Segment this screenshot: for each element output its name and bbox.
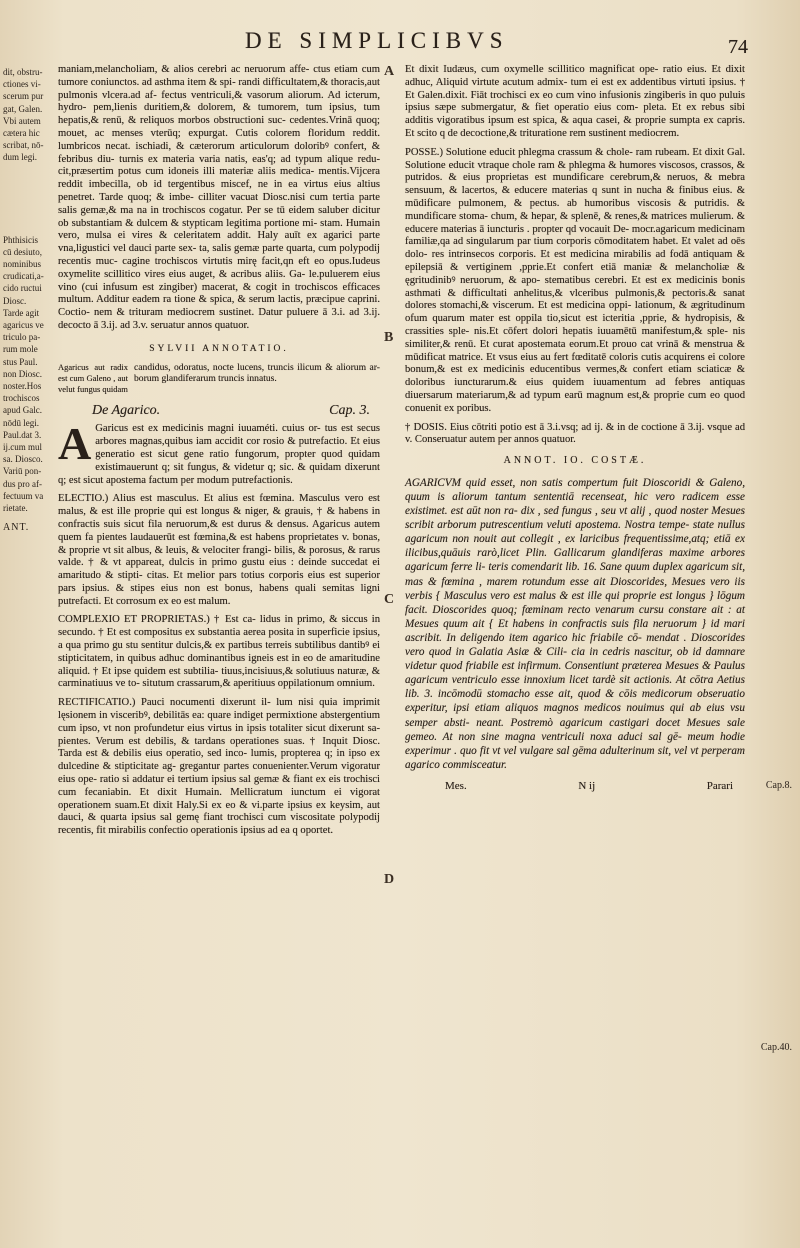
sylvii-body: candidus, odoratus, nocte lucens, truncis ilicum & aliorum ar- borum glandiferarum truncis innatus. (134, 361, 380, 385)
catchword-left: Mes. (445, 779, 467, 792)
chapter-title: De Agarico. (92, 402, 161, 418)
electio-paragraph: ELECTIO.) Alius est masculus. Et alius est fœmina. Masculus vero est malus, & est ille proprie qui est longus & niger, & grauis, † & habens in confractis suis sicut fila neruorum,& est durus & densus. Agaricus autem quem fa pientes laudauerūt est fœmina,& est habens proprietates v. bonas, & proprie vt sit albus, & leuis, & velociter frangi- bilis, & porosus, & rarus valde. † & vt appareat, dulcis in primo gustu eius : deinde succedat ei amaritudo & stipti- citas. Et melior pars totius corporis eius est superior pars ipsius. & stipes eius non est bonus, habens quali semitas ligni putrefacti. Et corrosum ex eo est malum. (58, 493, 380, 607)
running-title: DE SIMPLICIBVS (245, 28, 509, 53)
text-paragraph (58, 418, 380, 487)
right-column (405, 64, 745, 793)
text-paragraph: maniam,melancholiam, & alios cerebri ac neruorum affe- ctus etiam cum tumore coniunctos. ad asthma item & spi- randi difficultatem,& thoracis,aut pulmonis vlcera.ad af- fectus ventriculi,& vasorum aliorum. Ad icterum, hydro- pem,lienis duritiem,& dolorem, & tumorem, tum ipsius, tum hepatis,& renū, & reliquos morbos obstructioni suc- cedentes.Vrinā quoq; mouet, ac menses vterūq; expurgat. Cutis colorem floridum reddit. lumbricos necat. ischiadi, & cæterorum articulorum doloribꝰ confert, & febribus diu- turnis ex materia varia natis, eas'q; ad typum alique redu- cit,præsertim potus cum idoneis illi materiæ aliis medica- mentis.Vijcera reddit imbecilla, ob id tergentibus miscef, ne in ea virtus eius altius penetret. Tarde quoq; & imbe- cilliter vacuat Diosc.nisi cum tertia parte salis gemæ,& ma na in trochiscos cogatur. Per se tū eidem saluber dicitur ob substantiam & dulcem & stypticam legitima portione mi- stam. Humain vero, mulsa ei vires & celeritatem addit. Haly auīt ex agarici parte vna,ligustici vel dauci parte sex- ta, salis gemæ parte quarta, cum polypodij recentis muc- cagine trochiscos virtutis mirę facit,qn eft eo opus.Iudeus oxymelite scillitico vires eius auget, & acribus aliis. Ga- le.puluerem eius vino (cui infusum est zingiber) macerat, & cogit in trochiscos efficaces multum. Additur eadem ra tione & spica, & serum lactis, præcipue caprini. Coctio- nem & trituram mediocrem sustinet. Datur puluere ā 3.i. ad 3.ij. decocto ā 3.ij. ad 3.v. seruatur annos quatuor. (58, 64, 380, 331)
drop-cap: A (58, 418, 92, 470)
left-column (58, 64, 380, 844)
signature-mark: N ij (578, 779, 596, 792)
margin-note-cap8: Cap.8. (765, 780, 792, 791)
left-margin-notes (3, 66, 53, 543)
page-number: 74 (728, 36, 748, 58)
running-head (0, 14, 800, 60)
dosis-paragraph: † DOSIS. Eius cōtriti potio est ā 3.i.vsq; ad ij. & in de coctione ā 3.ij. vsque ad v. Conseruatur autem per annos quatuor. (405, 421, 745, 446)
catchword-right: Parari (706, 779, 733, 792)
chapter-heading (92, 402, 370, 418)
margin-note-ant: ANT. (3, 522, 30, 534)
posse-paragraph: POSSE.) Solutione educit phlegma crassum & chole- ram rubeam. Et dixit Gal. Solutione educit vtraque chole ram & phlegma & humores viscosos, crassos, & putridos. & eius proprietas est mundificare cerebrum,& neruos, & mebra sensuum, & lacertos, & educere materias q sunt in nucha & finibus eius. & mūdificare pulmonem, & pectus. ab humoribus viscosis & putridis. & mundificare stoma- chum, & hepar, & splenē, & renes,& matrices mulierum. & educere materias ā iuncturis . propter qd vocauit De- mocr.agaricum medicinam familiæ,qa ad singularum par tium corporis cōmoditatem habet. Et valet ad oēs dolo- res intrinsecos corporis. Et est medicina mirabilis ad fodā antiquam & epilepsiā & vertiginem ,pprie.Et confert etiā maniæ & melancholiæ & ęgritudinibꝰ neruorum, & apo- stematibus cerebri. Et est ex medicinis bonis asthmati & difficultati anhelitus,& vlceribus pulmonis,& pectoris.& sanat dolores stomachi,& viscerum. Et est medicina oppi- lationum, & ægritudinum ofum quarum mater est oppila tio,sicut est icteritia ,pprie, & hydropisis, & crassities sple- nis.Et cōfert dolori hepatis iuuamētū manifestum,& sple- nis similiter,& renū. Et curat apostemata eorum.Et prouo cat vrinā & menstrua & mūdificat matrice. Et vsus eius au fert fœditatē coloris cutis acquirens ei colore bonum,& est ex medicinis educentibus vermes,& confert etiam sciaticæ & doloribus iuncturarum.& eius quidem iuuamentum ad febres antiquas diuersarum materiarum,& ad typum earū magnum est,& proprie cum eo quod conuenit ex poribus. (405, 146, 745, 414)
section-marker-c: C (384, 592, 395, 607)
section-marker-b: B (384, 330, 394, 345)
margin-note-cap40: Cap.40. (760, 1042, 792, 1053)
margin-note: Phthisicis cū desiuto, nominibus crudicati,a- cido ructui Diosc. Tarde agit agaricus ve triculo pa- rum mole stus Paul. non Diosc. noster.Hos trochiscos apud Galc. nōdū legi. Paul.dat 3. ij.cum mul sa. Diosco. Variū pon- dus pro af- fectuum va rietate. (3, 234, 44, 514)
sylvii-side-note: Agaricus aut radix est cum Galeno , aut velut fungus quidam (58, 361, 128, 394)
section-marker-d: D (384, 872, 395, 887)
page-footer (445, 780, 733, 793)
chapter-number: Cap. 3. (329, 402, 370, 418)
sylvii-annotation (58, 362, 380, 395)
section-marker-a: A (384, 64, 395, 79)
sylvii-heading: SYLVII ANNOTATIO. (149, 343, 289, 354)
margin-note: dit, obstru- ctiones vi- scerum pur gat, Galen. Vbi autem cætera hic scribat, nō- dum legi. (3, 67, 44, 163)
complexio-paragraph: COMPLEXIO ET PROPRIETAS.) † Est ca- lidus in primo, & siccus in secundo. † Et est compositus ex substantia aerea posita in superficie ipsius, a qua primo gu stu sentitur dulcis,& ex partibus terreis subtilibus dantibꝰ ei stipticitatem, in quibus adhuc dominantibus igneis est in eo de amaritudine aliquid. † Et ipse quidem est subtilia- tiuus,incisiuus,& solutiuus naturæ, & carminatiuus ve to- situtum crassarum,& aperitiuus oppilationum omnium. (58, 614, 380, 690)
drop-cap-text: Garicus est ex medicinis magni iuuaméti. cuius or- tus est secus arbores magnas,quibus iam accidit cor rosio & putrefactio. Et eius generatio est sicut gene ratio fungorum, propter quod quidam existimauerunt q; sit fungus, & videtur q; sic. & quidam dixerunt q; est sicut apostema factum per modum putrefactionis. (58, 423, 380, 486)
rectificatio-paragraph: RECTIFICATIO.) Pauci nocumenti dixerunt il- lum nisi quia imprimit lęsionem in visceribꝰ, debilitās ea: quare indiget permixtione abstergentium cum ipso, vt non profundetur eius virtus in ipsis totaliter sicut dixerunt sa- pientes. Verum est debilis, & tardans operationes suas. † Inquit Diosc. Tarda est & debilis eius operatio, sed inco- lumis, propterea q; in ipso ex dulcedine & stipticitate ag- gregantur partes conuenienter.Verum vigoratur eius ope- ratio si addatur ei tertium ipsius sal gemæ & fiant ex eis trochisci cum fecaniabin. Et dixit Humain. Mellicratum iunctum ei vigorat operationem suam.Et dixit Haly.Si ex eo & vi.parte ipsius ex keysim, aut dauci, & quarta ipsius sal gemę fiant trochisci cum viscositate polypodij recentis, fit mirabilis confectio operationis ipsius ad ea q oportet. (58, 697, 380, 837)
text-paragraph: Et dixit Iudæus, cum oxymelle scillitico magnificat ope- ratio eius. Et dixit adhuc, Aliquid virtute acutum admix- tum ei est ex addentibus virtuti ipsius. † Et Galen.dixit. Fiāt trochisci ex eo cum vino infusionis zingiberis in quo puluis ipsius sæpe submergatur, & fiet operatio eius com- pleta. Et ex rebus sibi additis vigoratibus ipsum est spica, & aqua casei, & proprie sumpta ex capris. Et scito q de decoctione,& trituratione rem sustinent mediocrem. (405, 64, 745, 139)
annotation-heading: ANNOT. IO. COSTÆ. (503, 455, 647, 467)
annotation-text: AGARICVM quid esset, non satis compertum fuit Dioscoridi & Galeno, quum is aliorum tantum sententiā recenseat, hic vero radicem esse existimet. est aūt non ra- dix , sed fungus , seu vt alij , quod noster Mesues scribit arborum putrescentium veluti apostema. Nostra tempe- state nullus agaricum non nouit aut collegit , ex laricibus frequentissime,atq; etiā ex ilicibus,quāuis rarò,licet Plin. Gallicarum glandiferas maxime arbores agaricum ferre li- teris comendarit lib. 16. Sane quum duplex agaricum sit, mas & fœmina , marem rotundum esse ait Dioscorides, Mesues vero iis verbis { Masculus vero est malus & est ille qui proprie est longus } lōgum facit. Dioscorides quoq; fœminam recto venarum cursu constare ait : at Mesues quum ait { Et habens in confractis suis fila neruorum } id mari ascribit. In deligendo item agarico hic friabile cō- mendat . Dioscorides vero quod in Galatia Asiæ & Cili- cia in cedris nascitur, ob id damnare videtur quod friabile est infirmum. Consentiunt præterea Mesues & Paulus agaricum ventriculo esse innoxium licet tardè sit actionis. At cōtra Aetius lib. 3. incōmodū stomacho esse ait, quod & cōis medicorum obseruatio experitur, ipsi etiam aliquos magnos medicos nouimus qui ab eius vsu semper absti- neant. Postremò agaricum castigari docet Mesues sale gemeo. At non sine magna ventriculi noxa aduci sal gē- meum hodie experimur . quo fit vt vel vulgare sal gēma adulterinum sit, vel vt perperam agarico commisceatur. (405, 476, 745, 771)
